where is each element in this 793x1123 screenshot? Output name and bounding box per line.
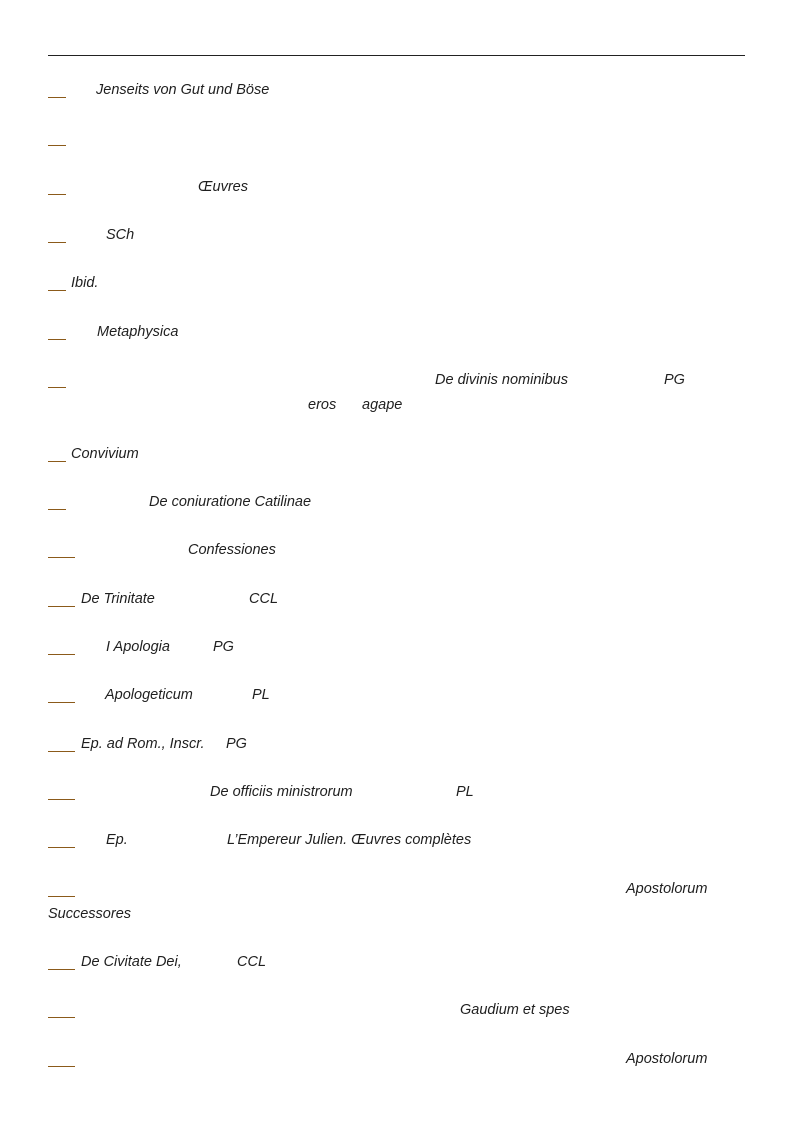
- title-ref: Convivium: [71, 446, 139, 462]
- footnote-marker: [48, 557, 75, 558]
- footnote-13: [0, 685, 793, 711]
- footnote-marker: [48, 461, 66, 462]
- footnote-marker: [48, 339, 66, 340]
- title-ref: Ibid.: [71, 275, 99, 291]
- footnote-marker: [48, 1017, 75, 1018]
- footnote-12: [0, 637, 793, 663]
- footnote-marker: [48, 194, 66, 195]
- footnote-marker: [48, 387, 66, 388]
- title-ref: Apologeticum: [105, 687, 193, 703]
- footnote-8: [0, 444, 793, 470]
- footnote-4: [0, 225, 793, 251]
- footnote-7: [0, 370, 793, 416]
- footnote-18: [0, 952, 793, 978]
- footnote-marker: [48, 1066, 75, 1067]
- title-ref: Jenseits von Gut und Böse: [96, 82, 270, 98]
- title-ref: Gaudium et spes: [460, 1002, 570, 1018]
- footnote-marker: [48, 896, 75, 897]
- footnote-6: [0, 322, 793, 348]
- footnote-marker: [48, 969, 75, 970]
- footnote-marker: [48, 702, 75, 703]
- term-ref: eros: [308, 397, 337, 413]
- footnote-separator-rule: [48, 55, 745, 56]
- footnote-2: [0, 128, 793, 154]
- title-ref: De Trinitate: [81, 591, 155, 607]
- footnote-10: [0, 540, 793, 566]
- title-ref: De Civitate Dei,: [81, 954, 182, 970]
- series-ref: PG: [226, 736, 247, 752]
- footnote-20: [0, 1049, 793, 1075]
- title-ref: Metaphysica: [97, 324, 179, 340]
- title-ref: Confessiones: [188, 542, 276, 558]
- footnote-marker: [48, 97, 66, 98]
- footnote-9: [0, 492, 793, 518]
- footnote-14: [0, 734, 793, 760]
- title-ref: Ep.: [106, 832, 128, 848]
- title-ref: Ep. ad Rom., Inscr.: [81, 736, 205, 752]
- footnote-marker: [48, 606, 75, 607]
- footnote-1: [0, 80, 793, 106]
- footnote-marker: [48, 799, 75, 800]
- title-ref: L’Empereur Julien. Œuvres complètes: [227, 832, 472, 848]
- series-ref: CCL: [237, 954, 267, 970]
- footnote-5: [0, 273, 793, 299]
- footnote-19: [0, 1000, 793, 1026]
- footnote-16: [0, 830, 793, 856]
- series-ref: PG: [213, 639, 234, 655]
- title-ref: De coniuratione Catilinae: [149, 494, 312, 510]
- footnote-marker: [48, 145, 66, 146]
- title-ref: De divinis nominibus: [435, 372, 568, 388]
- footnote-marker: [48, 290, 66, 291]
- title-ref: De officiis ministrorum: [210, 784, 353, 800]
- footnote-17: [0, 879, 793, 925]
- footnote-marker: [48, 751, 75, 752]
- series-ref: PL: [456, 784, 474, 800]
- series-ref: PL: [252, 687, 270, 703]
- footnote-15: [0, 782, 793, 808]
- footnote-marker: [48, 509, 66, 510]
- series-ref: SCh: [106, 227, 135, 243]
- series-ref: PG: [664, 372, 685, 388]
- title-ref: Apostolorum: [626, 881, 708, 897]
- title-ref: Successores: [48, 906, 132, 922]
- footnote-marker: [48, 654, 75, 655]
- footnote-marker: [48, 847, 75, 848]
- footnote-marker: [48, 242, 66, 243]
- footnote-11: [0, 589, 793, 615]
- title-ref: Œuvres: [198, 179, 248, 195]
- series-ref: CCL: [249, 591, 279, 607]
- term-ref: agape: [362, 397, 403, 413]
- title-ref: I Apologia: [106, 639, 170, 655]
- footnote-3: [0, 177, 793, 203]
- title-ref: Apostolorum: [626, 1051, 708, 1067]
